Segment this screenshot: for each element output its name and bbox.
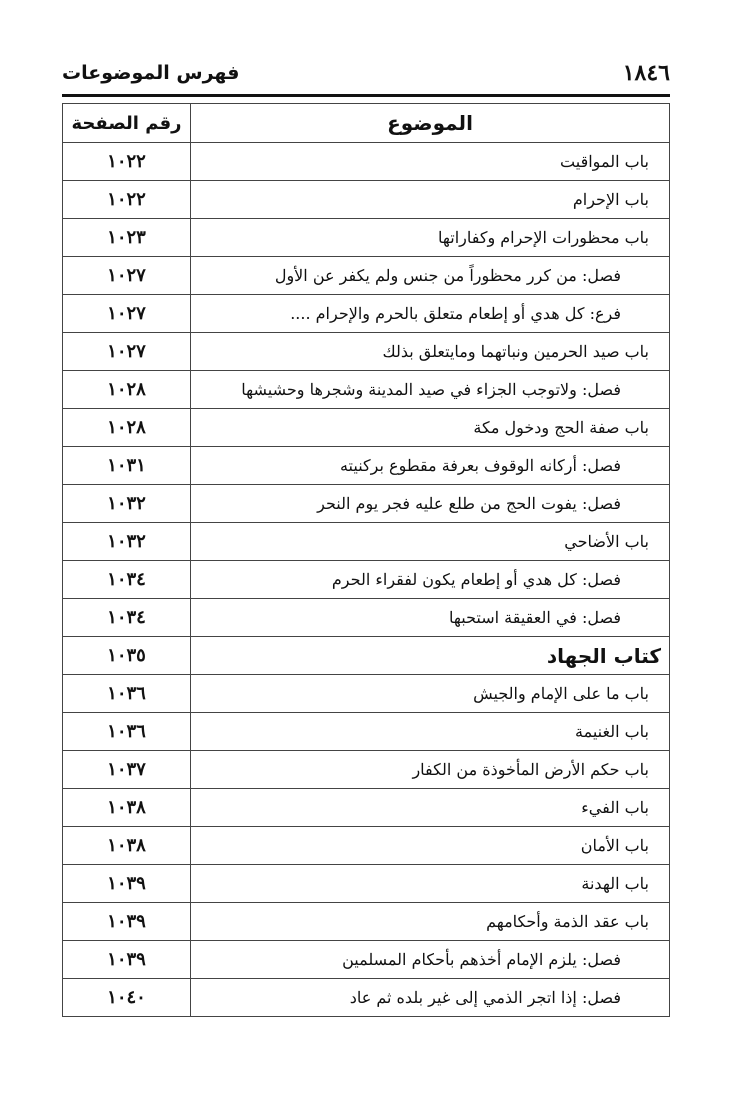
topic-cell: باب الفيء — [191, 789, 670, 827]
page-cell: ١٠٣٩ — [63, 865, 191, 903]
topic-cell: كتاب الجهاد — [191, 637, 670, 675]
page-cell: ١٠٣٢ — [63, 523, 191, 561]
page-cell: ١٠٣٦ — [63, 675, 191, 713]
table-row — [63, 599, 670, 637]
table-row — [63, 751, 670, 789]
topic-cell: باب محظورات الإحرام وكفاراتها — [191, 219, 670, 257]
table-row — [63, 371, 670, 409]
topic-cell: باب الأمان — [191, 827, 670, 865]
table-row — [63, 257, 670, 295]
table-row — [63, 903, 670, 941]
topic-cell: باب حكم الأرض المأخوذة من الكفار — [191, 751, 670, 789]
table-row — [63, 979, 670, 1017]
page-cell: ١٠٣١ — [63, 447, 191, 485]
topic-cell: باب صيد الحرمين ونباتهما ومايتعلق بذلك — [191, 333, 670, 371]
table-row — [63, 827, 670, 865]
topic-column-header: الموضوع — [191, 104, 670, 143]
page-cell: ١٠٣٢ — [63, 485, 191, 523]
topic-cell: باب صفة الحج ودخول مكة — [191, 409, 670, 447]
table-row — [63, 181, 670, 219]
topic-cell: فصل: إذا اتجر الذمي إلى غير بلده ثم عاد — [191, 979, 670, 1017]
table-row — [63, 409, 670, 447]
page-cell: ١٠٢٨ — [63, 371, 191, 409]
page-cell: ١٠٢٣ — [63, 219, 191, 257]
page-cell: ١٠٢٧ — [63, 295, 191, 333]
topic-cell: باب الهدنة — [191, 865, 670, 903]
topic-cell: فصل: كل هدي أو إطعام يكون لفقراء الحرم — [191, 561, 670, 599]
page-cell: ١٠٣٤ — [63, 599, 191, 637]
page-cell: ١٠٢٧ — [63, 333, 191, 371]
page-cell: ١٠٣٨ — [63, 827, 191, 865]
page-header — [62, 58, 670, 94]
page-cell: ١٠٣٦ — [63, 713, 191, 751]
page-cell: ١٠٣٥ — [63, 637, 191, 675]
table-row — [63, 523, 670, 561]
topic-cell: فرع: كل هدي أو إطعام متعلق بالحرم والإحرام .... — [191, 295, 670, 333]
table-row — [63, 447, 670, 485]
table-row — [63, 561, 670, 599]
topic-cell: فصل: أركانه الوقوف بعرفة مقطوع بركنيته — [191, 447, 670, 485]
table-body — [63, 143, 670, 1017]
topic-cell: باب الغنيمة — [191, 713, 670, 751]
page-cell: ١٠٢٢ — [63, 143, 191, 181]
page-cell: ١٠٣٧ — [63, 751, 191, 789]
page-cell: ١٠٣٤ — [63, 561, 191, 599]
topic-cell: فصل: يلزم الإمام أخذهم بأحكام المسلمين — [191, 941, 670, 979]
table-row — [63, 143, 670, 181]
topic-cell: فصل: في العقيقة استحبها — [191, 599, 670, 637]
running-title: فهرس الموضوعات — [62, 62, 240, 84]
topic-cell: فصل: يفوت الحج من طلع عليه فجر يوم النحر — [191, 485, 670, 523]
page-cell: ١٠٢٢ — [63, 181, 191, 219]
table-row — [63, 713, 670, 751]
page-cell: ١٠٢٧ — [63, 257, 191, 295]
table-row — [63, 219, 670, 257]
page-cell: ١٠٣٩ — [63, 941, 191, 979]
table-row — [63, 485, 670, 523]
table-row — [63, 675, 670, 713]
page-cell: ١٠٢٨ — [63, 409, 191, 447]
table-row — [63, 789, 670, 827]
page-cell: ١٠٣٩ — [63, 903, 191, 941]
table-row — [63, 295, 670, 333]
topic-cell: فصل: ولاتوجب الجزاء في صيد المدينة وشجرها وحشيشها — [191, 371, 670, 409]
topic-cell: باب ما على الإمام والجيش — [191, 675, 670, 713]
table-header-row — [63, 104, 670, 143]
topic-cell: باب المواقيت — [191, 143, 670, 181]
topic-cell: باب عقد الذمة وأحكامهم — [191, 903, 670, 941]
table-row — [63, 865, 670, 903]
table-row — [63, 941, 670, 979]
header-rule — [62, 94, 670, 97]
table-row — [63, 637, 670, 675]
topic-cell: باب الأضاحي — [191, 523, 670, 561]
topic-cell: باب الإحرام — [191, 181, 670, 219]
page-column-header: رقم الصفحة — [63, 104, 191, 143]
page-cell: ١٠٤٠ — [63, 979, 191, 1017]
index-table — [62, 103, 670, 1017]
page-number: ١٨٤٦ — [622, 60, 670, 86]
topic-cell: فصل: من كرر محظوراً من جنس ولم يكفر عن الأول — [191, 257, 670, 295]
page-cell: ١٠٣٨ — [63, 789, 191, 827]
table-row — [63, 333, 670, 371]
